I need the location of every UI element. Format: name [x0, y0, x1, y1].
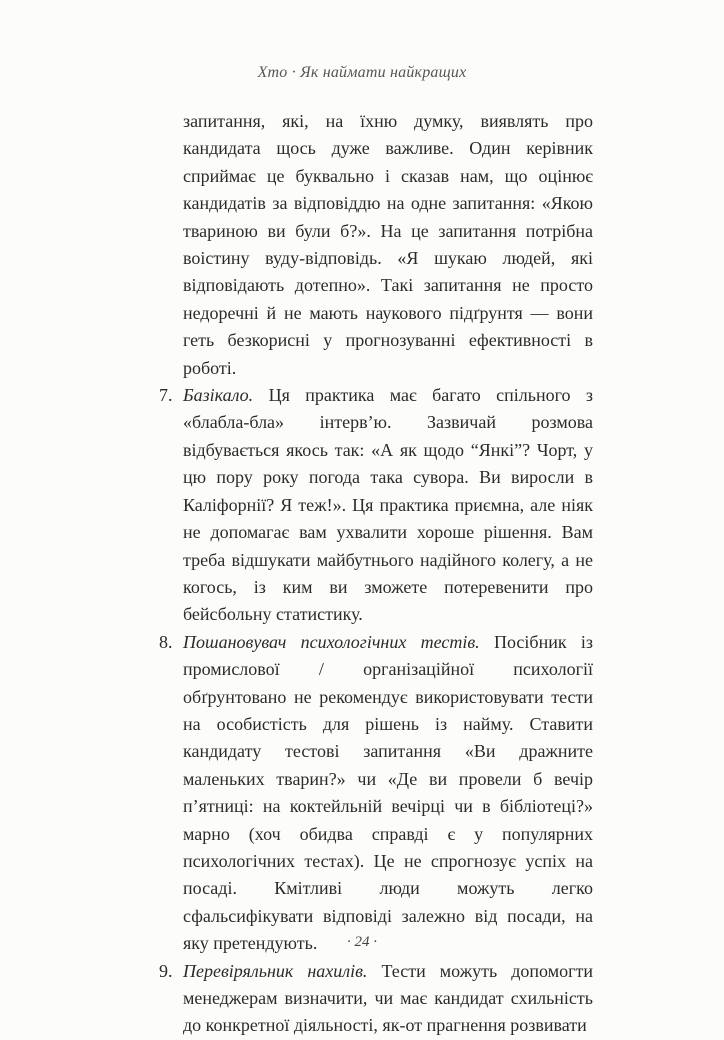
list-number: 8. [159, 631, 173, 652]
list-item-7 [159, 382, 594, 629]
page-number: · 24 · [347, 934, 377, 950]
list-term: Пошановувач психологічних тестів. [183, 631, 480, 652]
list-description: Ця практика має багато спільного з «блабла-бла» інтерв’ю. Зазвичай розмова відбувається якось так: «А як щодо “Янкі”? Чорт, у цю пору року погода така сувора. Ви виросли в Каліфорнії? Я теж!». Ця практика приємна, але ніяк не допомагає вам ухвалити хороше рішення. Вам треба відшукати майбутнього надійного колегу, а не когось, із ким ви зможете потеревенити про бейсбольну статистику. [183, 385, 594, 625]
list-item-text [183, 629, 593, 958]
list-term: Перевіряльник нахилів. [183, 960, 368, 981]
list-description: Тести можуть допомогти менеджерам визначити, чи має кандидат схильність до конкретної діяльності, як-от прагнення розвивати [183, 960, 593, 1036]
list-item-9 [159, 958, 593, 1040]
continued-paragraph: запитання, які, на їхню думку, виявлять про кандидата щось дуже важливе. Один керівник сприймає це буквально і сказав нам, що оцінює кандидатів за відповіддю на одне запитання: «Якою твариною ви були б?». На це запитання потрібна воістину вуду-відповідь. «Я шукаю людей, які відповідають дотепно». Такі запитання не просто недоречні й не мають наукового підґрунтя — вони геть безкорисні у прогнозуванні ефективності в роботі. [183, 111, 593, 378]
body-text [159, 108, 594, 1040]
list-term: Базікало. [183, 385, 254, 406]
list-number: 7. [159, 385, 173, 406]
list-number: 9. [159, 960, 173, 981]
list-item-text [183, 958, 593, 1040]
list-item-8 [159, 629, 593, 958]
list-description: Посібник із промислової / організаційної психології обґрунтовано не рекомендує використовувати тести на особистість для рішень із найму. Ставити кандидату тестові запитання «Ви дражните маленьких тварин?» чи «Де ви провели б вечір п’ятниці: на коктейльній вечірці чи в бібліотеці?» марно (хоч обидва справді є у популярних психологічних тестах). Це не спрогнозує успіх на посаді. Кмітливі люди можуть легко сфальсифікувати відповіді залежно від посади, на яку претендують. [183, 631, 593, 954]
list-item-text [183, 382, 593, 629]
running-head: Хто · Як наймати найкращих [257, 64, 467, 81]
